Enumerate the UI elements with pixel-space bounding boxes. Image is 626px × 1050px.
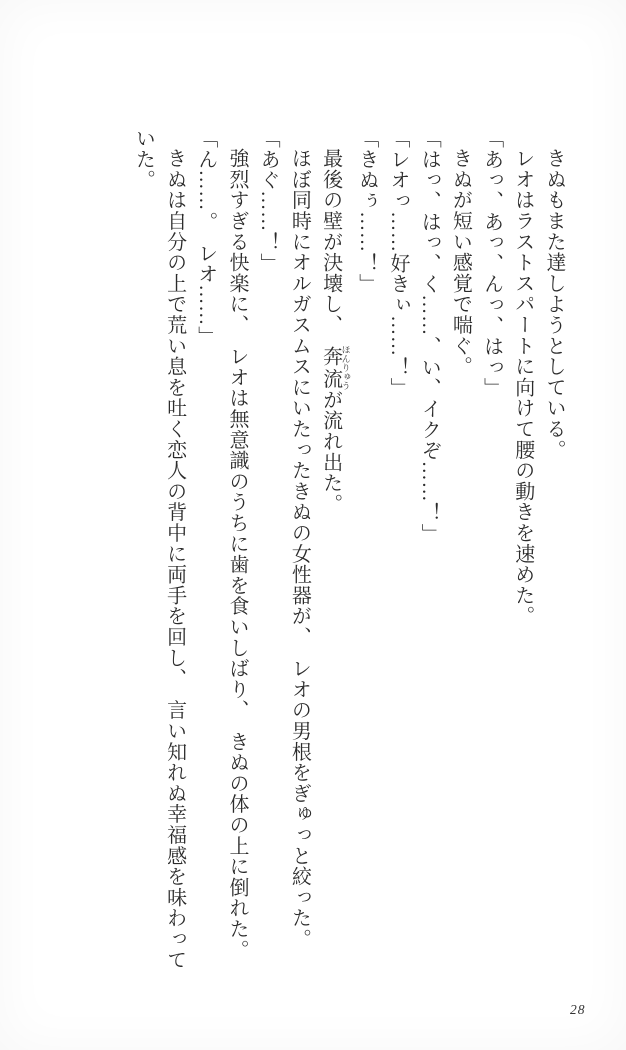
dialogue-line: 「あっ、あっ、んっ、はっ」: [480, 128, 503, 399]
narration-line-with-furigana: [314, 128, 350, 983]
narration-segment: が流れ出た。: [319, 389, 342, 515]
dialogue-line: 「ん……。 レオ……」: [194, 128, 217, 347]
narration-line: レオはラストスパートに向けて腰の動きを速めた。: [511, 148, 534, 627]
dialogue-line: 「レオっ……好きぃ……！」: [386, 128, 409, 399]
narration-line: きぬが短い感覚で喘ぐ。: [449, 148, 472, 377]
dialogue-line: 「はっ、はっ、く……、い、イクぞ……！」: [418, 128, 441, 544]
narration-line: 強烈すぎる快楽に、 レオは無意識のうちに歯を食いしばり、 きぬの体の上に倒れた。: [225, 148, 248, 960]
ruby-base: 奔流: [319, 345, 342, 391]
narration-line: ほぼ同時にオルガスムスにいたったきぬの女性器が、 レオの男根をぎゅっと絞った。: [288, 148, 311, 950]
dialogue-line: 「きぬぅ……！」: [355, 128, 378, 295]
ruby-text: ほんりゅう: [340, 345, 351, 391]
dialogue-line: 「あぐ……！」: [257, 128, 280, 274]
narration-line: きぬもまた達しようとしている。: [543, 148, 565, 460]
text-block: [127, 128, 569, 983]
furigana-ruby: [319, 345, 351, 391]
narration-line: きぬは自分の上で荒い息を吐く恋人の背中に両手を回し、 言い知れぬ幸福感を味わっていた。: [132, 128, 186, 970]
narration-segment: 最後の壁が決壊し、: [319, 148, 342, 346]
page-number: 28: [570, 1002, 586, 1017]
